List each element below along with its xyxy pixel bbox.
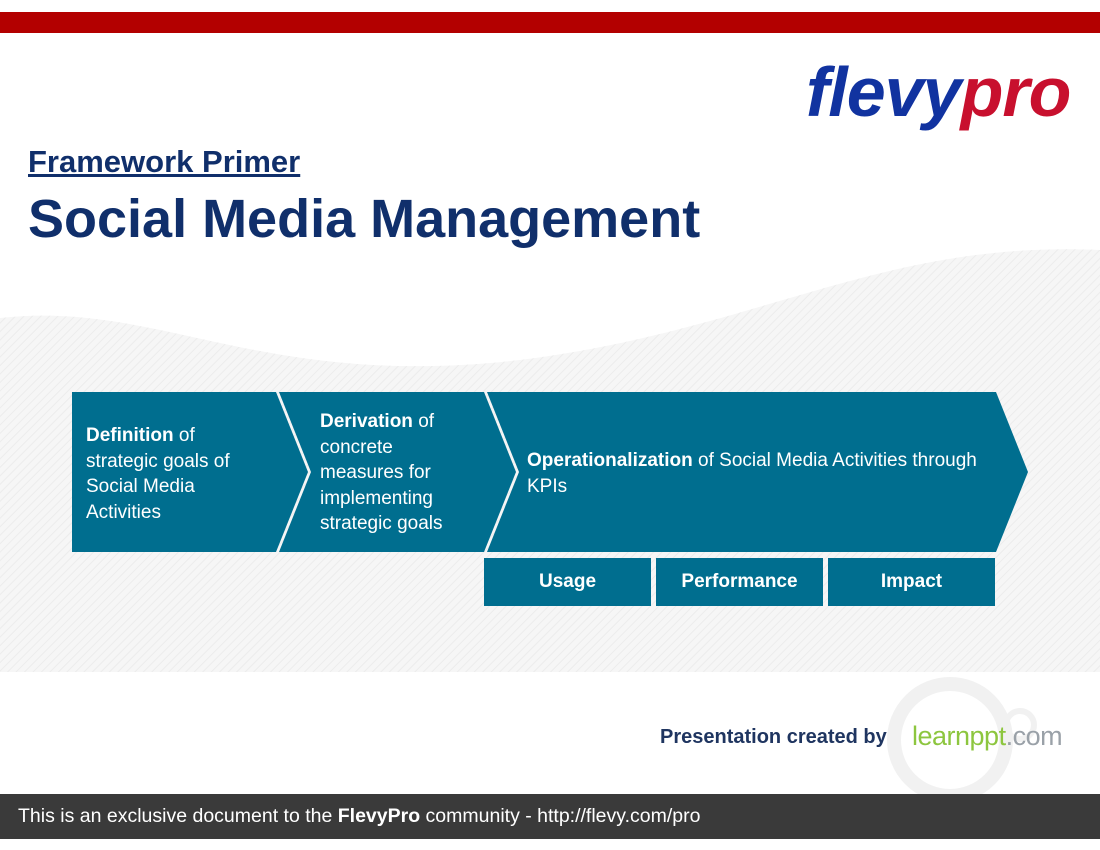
step-1-rest: of strategic goals of Social Media Activities (86, 425, 230, 523)
step-3-bold: Operationalization (527, 450, 693, 471)
kpi-performance: Performance (656, 558, 823, 606)
footer-text (0, 805, 700, 827)
footer-suffix: community - http://flevy.com/pro (420, 805, 701, 827)
kpi-usage: Usage (484, 558, 651, 606)
step-2-bold: Derivation (320, 411, 413, 432)
section-subtitle: Framework Primer (28, 144, 301, 179)
logo-part-pro: pro (960, 53, 1071, 131)
step-2-text (320, 409, 470, 537)
credit-text: Presentation created by (660, 726, 887, 748)
footer-prefix: This is an exclusive document to the (18, 805, 338, 827)
step-1-text (86, 423, 266, 525)
learnppt-logo-name: learnppt (912, 721, 1006, 751)
learnppt-logo (912, 718, 1062, 754)
kpi-impact: Impact (828, 558, 995, 606)
logo-part-flevy: flevy (806, 53, 961, 131)
footer-bar (0, 794, 1100, 839)
page-title: Social Media Management (28, 189, 701, 249)
step-3-rest: of Social Media Activities through KPIs (527, 450, 977, 497)
step-3-text (527, 448, 987, 499)
footer-brand: FlevyPro (337, 805, 421, 827)
step-2-rest: of concrete measures for implementing strategic goals (320, 411, 443, 534)
step-1-bold: Definition (86, 425, 174, 446)
learnppt-logo-domain: .com (1005, 721, 1063, 751)
